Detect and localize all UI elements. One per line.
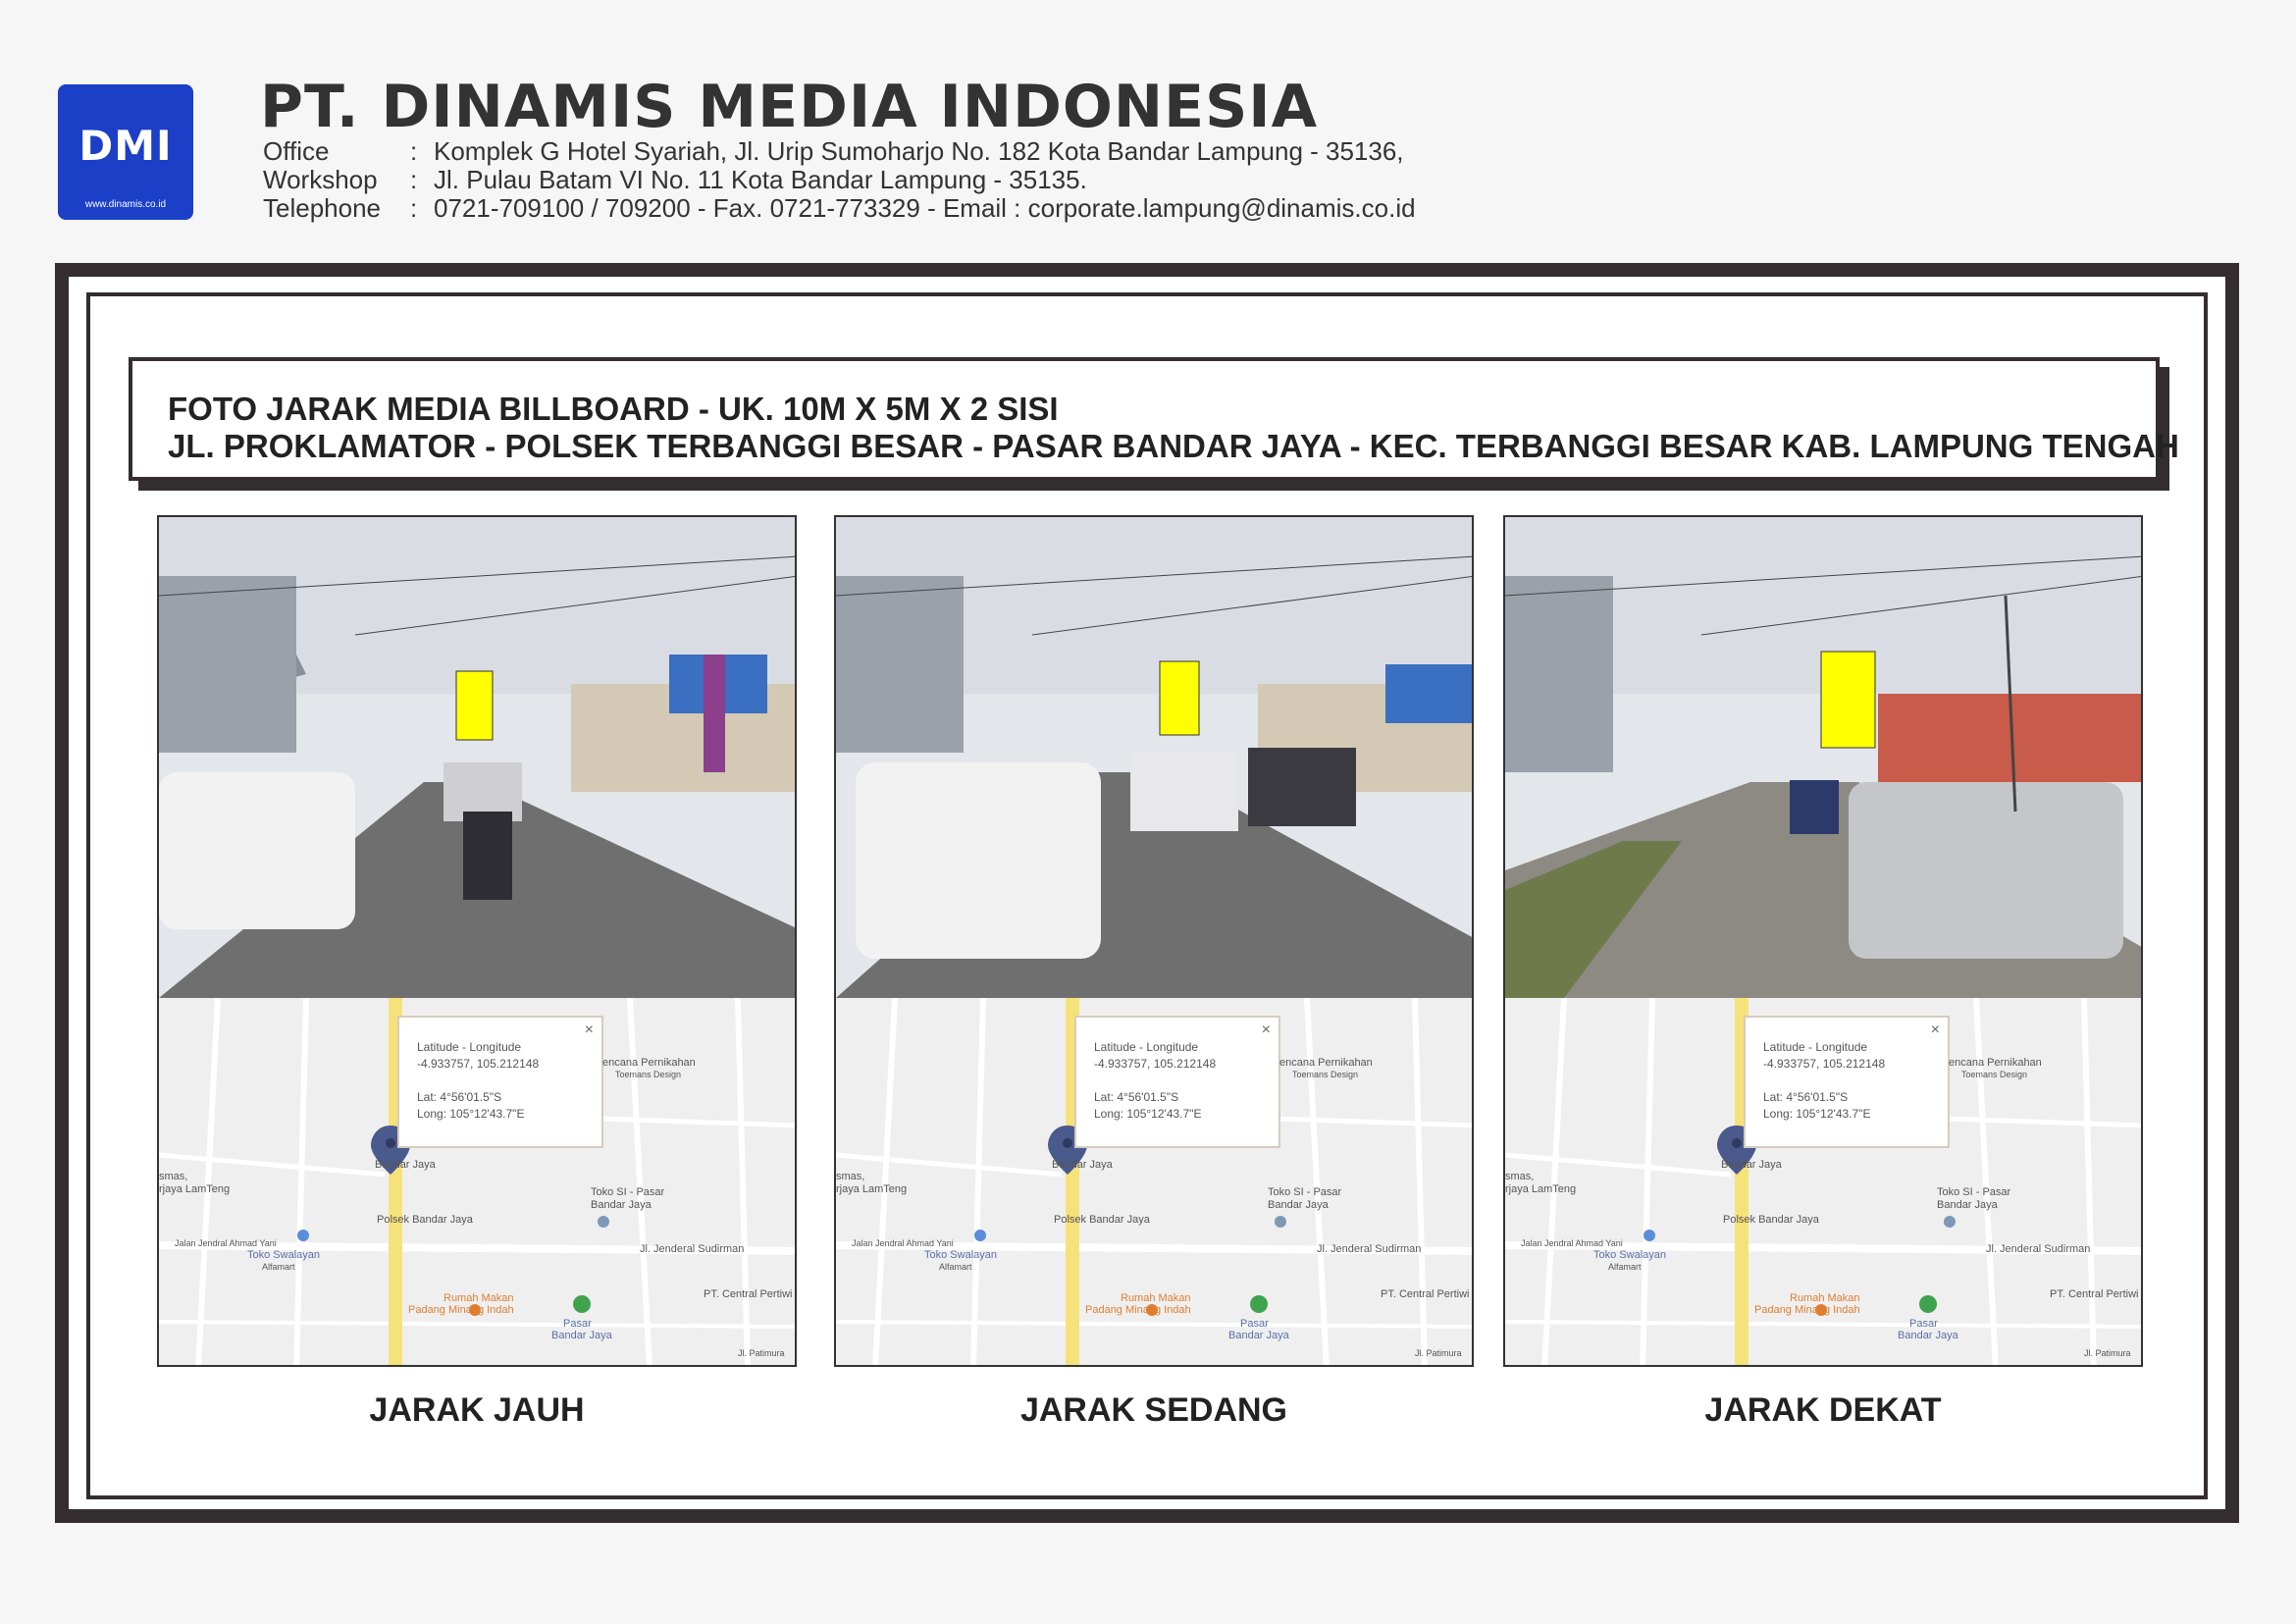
workshop-value: Jl. Pulau Batam VI No. 11 Kota Bandar Lampung - 35135. (434, 165, 1087, 194)
separator: : (410, 136, 418, 166)
workshop-row (263, 166, 1416, 194)
map-label-left-1: smas, (159, 1171, 188, 1182)
popup-lat: Lat: 4°56'01.5"S (1094, 1090, 1179, 1104)
map-label-left-2: rjaya LamTeng (836, 1183, 908, 1195)
map-label-pasar-2: Bandar Jaya (1898, 1330, 1958, 1341)
title-line-1: FOTO JARAK MEDIA BILLBOARD - UK. 10M X 5M X 2 SISI (168, 391, 1059, 427)
close-icon[interactable]: × (584, 1022, 594, 1038)
map-label-central: PT. Central Pertiwi (1381, 1288, 1470, 1300)
telephone-value: 0721-709100 / 709200 - Fax. 0721-773329 - Email : corporate.lampung@dinamis.co.id (434, 193, 1416, 223)
street-photo-illustration (159, 517, 795, 998)
map-label-ahmad-yani: Jalan Jendral Ahmad Yani (852, 1238, 954, 1248)
office-label: Office (263, 136, 330, 166)
location-map (836, 998, 1472, 1367)
map-label-pasar-1: Pasar (1909, 1318, 1938, 1330)
map-label-pasar-1: Pasar (563, 1318, 592, 1330)
map-label-patimura: Jl. Patimura (2084, 1348, 2131, 1358)
map-label-polsek: Polsek Bandar Jaya (1723, 1214, 1819, 1226)
popup-heading: Latitude - Longitude (1094, 1040, 1199, 1054)
map-label-left-1: smas, (836, 1171, 865, 1182)
title-box (129, 357, 2179, 481)
map-label-alfamart: Alfamart (939, 1262, 972, 1272)
telephone-label: Telephone (263, 193, 381, 223)
panel-jarak-sedang (834, 515, 1474, 1367)
billboard-marker (1821, 652, 1875, 748)
billboard-marker (1160, 661, 1199, 735)
close-icon[interactable]: × (1261, 1022, 1271, 1038)
billboard-marker (456, 671, 493, 740)
panel-jarak-dekat (1503, 515, 2143, 1367)
coordinate-popup (1074, 1016, 1280, 1148)
map-label-ahmad-yani: Jalan Jendral Ahmad Yani (175, 1238, 277, 1248)
location-map (159, 998, 795, 1367)
map-label-alfamart: Alfamart (262, 1262, 295, 1272)
caption-jarak-jauh: JARAK JAUH (369, 1391, 585, 1429)
office-value: Komplek G Hotel Syariah, Jl. Urip Sumoharjo No. 182 Kota Bandar Lampung - 35136, (434, 136, 1404, 166)
map-label-rumah-2: Padang Minang Indah (1085, 1304, 1191, 1316)
panel-jarak-jauh (157, 515, 797, 1367)
map-label-central: PT. Central Pertiwi (2050, 1288, 2139, 1300)
map-label-toko-si-1: Toko SI - Pasar (1937, 1186, 2011, 1198)
map-label-rumah-2: Padang Minang Indah (408, 1304, 514, 1316)
street-photo (836, 517, 1472, 1000)
map-label-toko-si-1: Toko SI - Pasar (1268, 1186, 1342, 1198)
map-label-ahmad-yani: Jalan Jendral Ahmad Yani (1521, 1238, 1623, 1248)
popup-coords: -4.933757, 105.212148 (417, 1057, 540, 1071)
map-label-patimura: Jl. Patimura (738, 1348, 785, 1358)
popup-long: Long: 105°12'43.7"E (417, 1107, 525, 1121)
telephone-row (263, 194, 1416, 223)
map-label-bank: Bandar Jaya (1721, 1159, 1782, 1171)
map-label-toko-si-1: Toko SI - Pasar (591, 1186, 665, 1198)
map-label-pasar-2: Bandar Jaya (1228, 1330, 1289, 1341)
caption-jarak-sedang: JARAK SEDANG (1019, 1391, 1288, 1429)
popup-coords: -4.933757, 105.212148 (1094, 1057, 1217, 1071)
popup-heading: Latitude - Longitude (417, 1040, 522, 1054)
coordinate-popup (1744, 1016, 1950, 1148)
map-label-wedding-sub: Toemans Design (1961, 1070, 2028, 1079)
popup-lat: Lat: 4°56'01.5"S (417, 1090, 502, 1104)
company-name: PT. DINAMIS MEDIA INDONESIA (260, 73, 1319, 141)
street-photo (159, 517, 795, 1000)
map-label-left-1: smas, (1505, 1171, 1535, 1182)
office-row (263, 137, 1416, 166)
close-icon[interactable]: × (1930, 1022, 1940, 1038)
caption-jarak-dekat: JARAK DEKAT (1704, 1391, 1942, 1429)
title-line-2: JL. PROKLAMATOR - POLSEK TERBANGGI BESAR - PASAR BANDAR JAYA - KEC. TERBANGGI BESAR KAB. LAMPUNG TENGAH (168, 428, 2179, 464)
map-label-wedding: encana Pernikahan (1279, 1057, 1373, 1069)
map-label-polsek: Polsek Bandar Jaya (377, 1214, 473, 1226)
street-photo (1505, 517, 2141, 1000)
logo-text: DMI (78, 122, 173, 170)
map-label-rumah-1: Rumah Makan (1790, 1292, 1860, 1304)
map-label-sudirman: Jl. Jenderal Sudirman (1986, 1243, 2091, 1255)
map-label-pasar-2: Bandar Jaya (551, 1330, 612, 1341)
map-label-pasar-1: Pasar (1240, 1318, 1269, 1330)
separator: : (410, 193, 418, 223)
company-logo (58, 84, 193, 220)
map-label-rumah-2: Padang Minang Indah (1754, 1304, 1860, 1316)
map-label-wedding-sub: Toemans Design (1292, 1070, 1359, 1079)
map-label-sudirman: Jl. Jenderal Sudirman (1317, 1243, 1422, 1255)
map-label-bank: Bandar Jaya (1052, 1159, 1113, 1171)
map-label-left-2: rjaya LamTeng (159, 1183, 231, 1195)
location-map (1505, 998, 2141, 1367)
map-label-wedding: encana Pernikahan (602, 1057, 696, 1069)
popup-heading: Latitude - Longitude (1763, 1040, 1868, 1054)
popup-long: Long: 105°12'43.7"E (1094, 1107, 1202, 1121)
map-label-toko-swalayan: Toko Swalayan (1593, 1249, 1666, 1261)
map-label-sudirman: Jl. Jenderal Sudirman (640, 1243, 745, 1255)
map-label-toko-si-2: Bandar Jaya (1268, 1199, 1329, 1211)
map-label-wedding-sub: Toemans Design (615, 1070, 682, 1079)
street-photo-illustration (836, 517, 1472, 998)
map-label-bank: Bandar Jaya (375, 1159, 436, 1171)
map-label-toko-si-2: Bandar Jaya (591, 1199, 652, 1211)
popup-lat: Lat: 4°56'01.5"S (1763, 1090, 1849, 1104)
map-label-patimura: Jl. Patimura (1415, 1348, 1462, 1358)
map-label-toko-swalayan: Toko Swalayan (924, 1249, 997, 1261)
map-label-rumah-1: Rumah Makan (444, 1292, 514, 1304)
map-label-polsek: Polsek Bandar Jaya (1054, 1214, 1150, 1226)
map-label-toko-si-2: Bandar Jaya (1937, 1199, 1998, 1211)
popup-long: Long: 105°12'43.7"E (1763, 1107, 1871, 1121)
logo-url: www.dinamis.co.id (84, 199, 167, 210)
map-label-rumah-1: Rumah Makan (1121, 1292, 1191, 1304)
map-label-wedding: encana Pernikahan (1949, 1057, 2042, 1069)
coordinate-popup (397, 1016, 603, 1148)
map-label-alfamart: Alfamart (1608, 1262, 1642, 1272)
map-label-left-2: rjaya LamTeng (1505, 1183, 1577, 1195)
map-label-toko-swalayan: Toko Swalayan (247, 1249, 320, 1261)
company-info (263, 137, 1416, 223)
workshop-label: Workshop (263, 165, 378, 194)
separator: : (410, 165, 418, 194)
popup-coords: -4.933757, 105.212148 (1763, 1057, 1886, 1071)
map-label-central: PT. Central Pertiwi (704, 1288, 793, 1300)
street-photo-illustration (1505, 517, 2141, 998)
